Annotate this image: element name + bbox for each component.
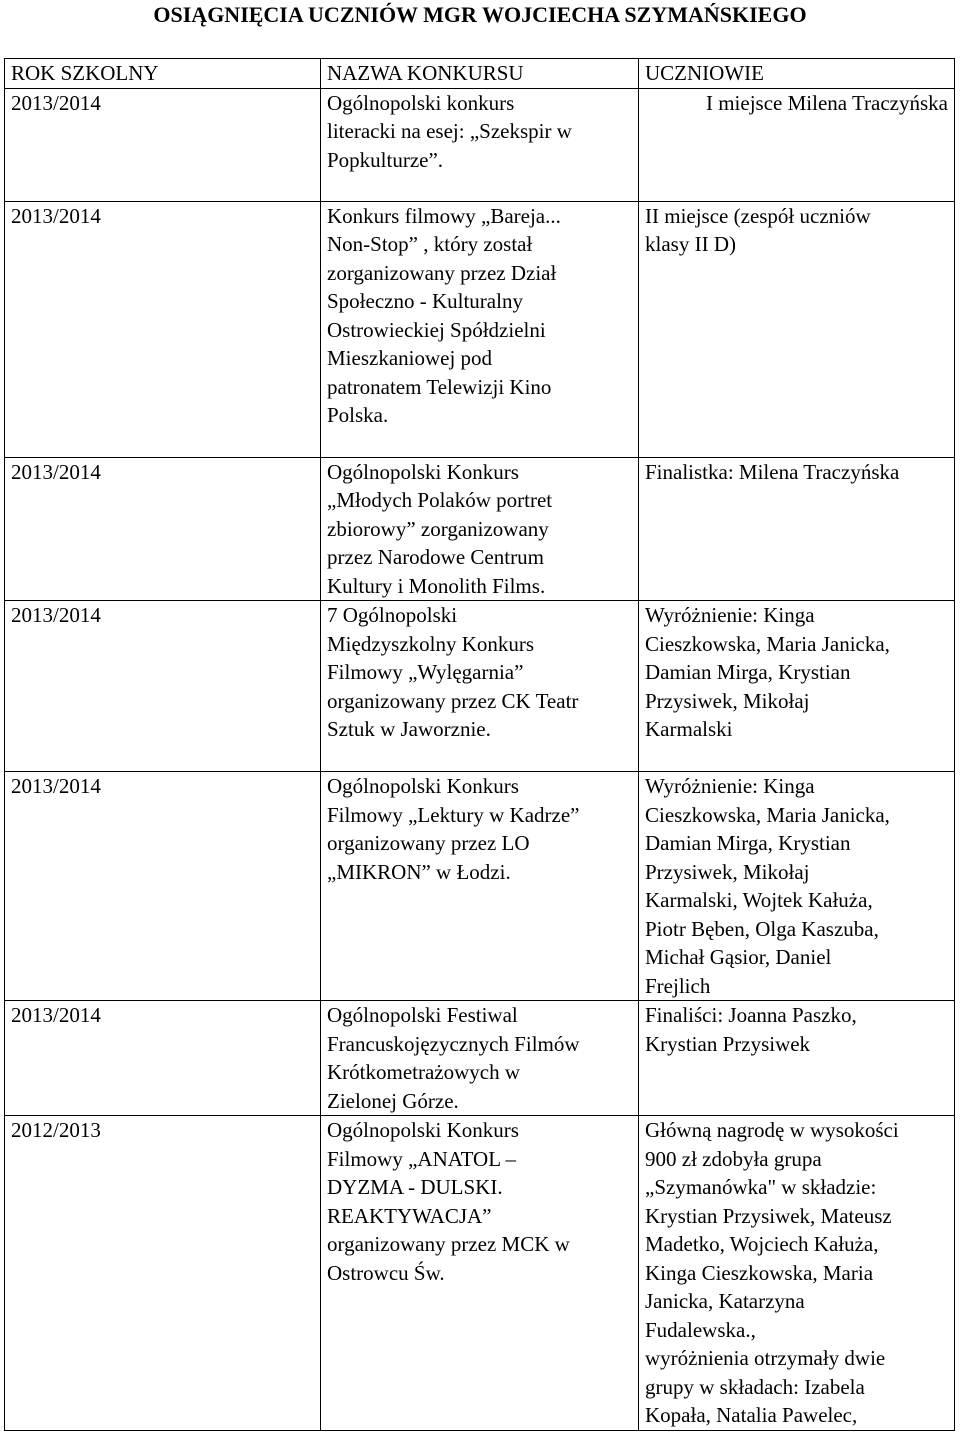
students-cell: Wyróżnienie: Kinga Cieszkowska, Maria Janicka, Damian Mirga, Krystian Przysiwek, Mikołaj Karmalski — [645, 603, 890, 741]
contest-cell: Ogólnopolski Konkurs Filmowy „ANATOL – DYZMA - DULSKI. REAKTYWACJA” organizowany przez MCK w Ostrowcu Św. — [327, 1118, 570, 1285]
year-cell: 2013/2014 — [11, 203, 101, 228]
contest-cell: Konkurs filmowy „Bareja... Non-Stop” , który został zorganizowany przez Dział Społeczno - Kulturalny Ostrowieckiej Spółdzielni Mieszkaniowej pod patronatem Telewizji Kino Polska. — [327, 203, 561, 427]
students-cell: Finalistka: Milena Traczyńska — [645, 459, 900, 484]
students-cell: Wyróżnienie: Kinga Cieszkowska, Maria Janicka, Damian Mirga, Krystian Przysiwek, Mikołaj Karmalski, Wojtek Kałuża, Piotr Bęben, Olga Kaszuba, Michał Gąsior, Daniel Frejlich — [645, 774, 890, 998]
table-header-row — [5, 59, 955, 89]
contest-cell: Ogólnopolski Festiwal Francuskojęzycznych Filmów Krótkometrażowych w Zielonej Górze. — [327, 1003, 580, 1113]
contest-cell: Ogólnopolski Konkurs „Młodych Polaków portret zbiorowy” zorganizowany przez Narodowe Centrum Kultury i Monolith Films. — [327, 459, 553, 598]
year-cell: 2013/2014 — [11, 459, 101, 484]
year-cell: 2013/2014 — [11, 90, 101, 115]
table-row — [5, 772, 955, 1001]
header-year: ROK SZKOLNY — [5, 59, 321, 89]
table-row — [5, 601, 955, 772]
year-cell: 2013/2014 — [11, 774, 101, 798]
contest-cell: Ogólnopolski konkurs literacki na esej: „Szekspir w Popkulturze”. — [327, 90, 572, 172]
students-cell: Główną nagrodę w wysokości 900 zł zdobyła grupa „Szymanówka" w składzie: Krystian Przysiwek, Mateusz Madetko, Wojciech Kałuża, Kinga Cieszkowska, Maria Janicka, Katarzyna Fudalewska., wyróżnienia otrzymały dwie grupy w składach: Izabela Kopała, Natalia Pawelec, — [645, 1118, 899, 1427]
header-contest: NAZWA KONKURSU — [321, 59, 639, 89]
year-cell: 2012/2013 — [11, 1118, 101, 1142]
contest-cell: Ogólnopolski Konkurs Filmowy „Lektury w Kadrze” organizowany przez LO „MIKRON” w Łodzi. — [327, 774, 580, 884]
achievements-table — [4, 58, 955, 1431]
students-cell: II miejsce (zespół uczniów klasy II D) — [645, 203, 871, 256]
students-cell: I miejsce Milena Traczyńska — [705, 90, 948, 115]
table-row — [5, 88, 955, 201]
table-row — [5, 1001, 955, 1116]
table-row — [5, 1116, 955, 1431]
contest-cell: 7 Ogólnopolski Międzyszkolny Konkurs Filmowy „Wylęgarnia” organizowany przez CK Teatr Sztuk w Jaworznie. — [327, 603, 579, 741]
year-cell: 2013/2014 — [11, 603, 101, 627]
page-title: OSIĄGNIĘCIA UCZNIÓW MGR WOJCIECHA SZYMAŃSKIEGO — [153, 2, 807, 27]
table-row — [5, 457, 955, 601]
header-students: UCZNIOWIE — [639, 59, 955, 89]
year-cell: 2013/2014 — [11, 1003, 101, 1027]
students-cell: Finaliści: Joanna Paszko, Krystian Przysiwek — [645, 1003, 857, 1056]
table-row — [5, 201, 955, 457]
